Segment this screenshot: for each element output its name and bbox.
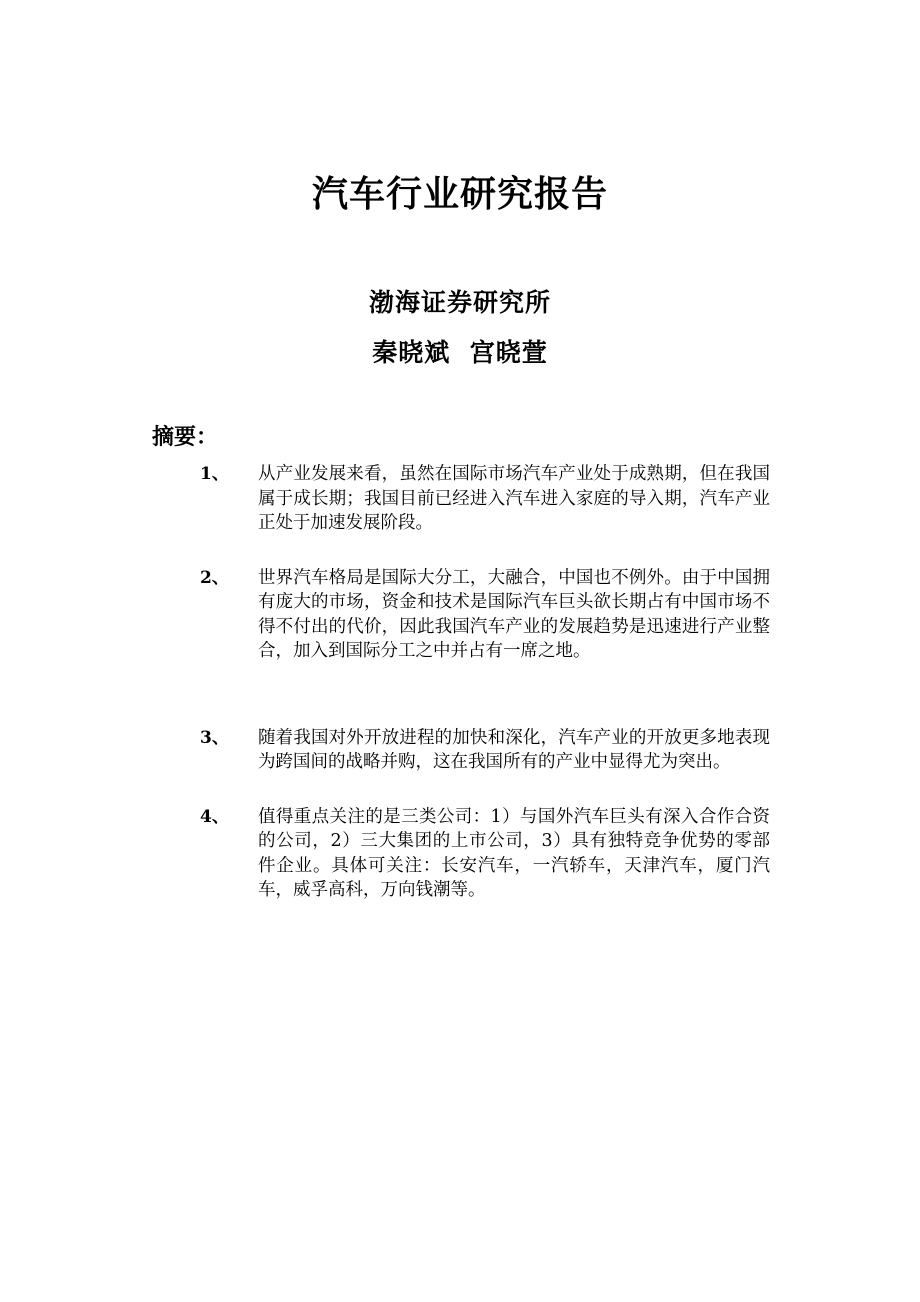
list-item-marker: 2、 xyxy=(200,567,229,588)
list-item xyxy=(200,462,770,536)
list-item-text: 值得重点关注的是三类公司：1）与国外汽车巨头有深入合作合资的公司，2）三大集团的上市公司，3）具有独特竞争优势的零部件企业。具体可关注：长安汽车，一汽轿车，天津汽车，厦门汽车，威孚高科，万向钱潮等。 xyxy=(258,806,770,900)
list-item-text: 世界汽车格局是国际大分工，大融合，中国也不例外。由于中国拥有庞大的市场，资金和技术是国际汽车巨头欲长期占有中国市场不得不付出的代价，因此我国汽车产业的发展趋势是迅速进行产业整合，加入到国际分工之中并占有一席之地。 xyxy=(258,567,770,661)
list-item-marker: 4、 xyxy=(200,806,229,827)
list-item-marker: 3、 xyxy=(200,727,229,748)
institution-name: 渤海证券研究所 xyxy=(368,288,551,317)
page-title: 汽车行业研究报告 xyxy=(311,173,608,215)
abstract-list xyxy=(200,462,770,903)
list-item xyxy=(200,726,770,775)
list-item-text: 从产业发展来看，虽然在国际市场汽车产业处于成熟期，但在我国属于成长期；我国目前已经进入汽车进入家庭的导入期，汽车产业正处于加速发展阶段。 xyxy=(258,464,770,533)
list-item xyxy=(200,805,770,903)
author-names: 秦晓斌 宫晓萱 xyxy=(372,338,548,367)
list-item-text: 随着我国对外开放进程的加快和深化，汽车产业的开放更多地表现为跨国间的战略并购，这在我国所有的产业中显得尤为突出。 xyxy=(258,727,770,772)
list-item xyxy=(200,566,770,664)
list-item-marker: 1、 xyxy=(200,464,229,484)
subtitle-block xyxy=(0,278,920,378)
abstract-heading: 摘要： xyxy=(152,424,219,450)
